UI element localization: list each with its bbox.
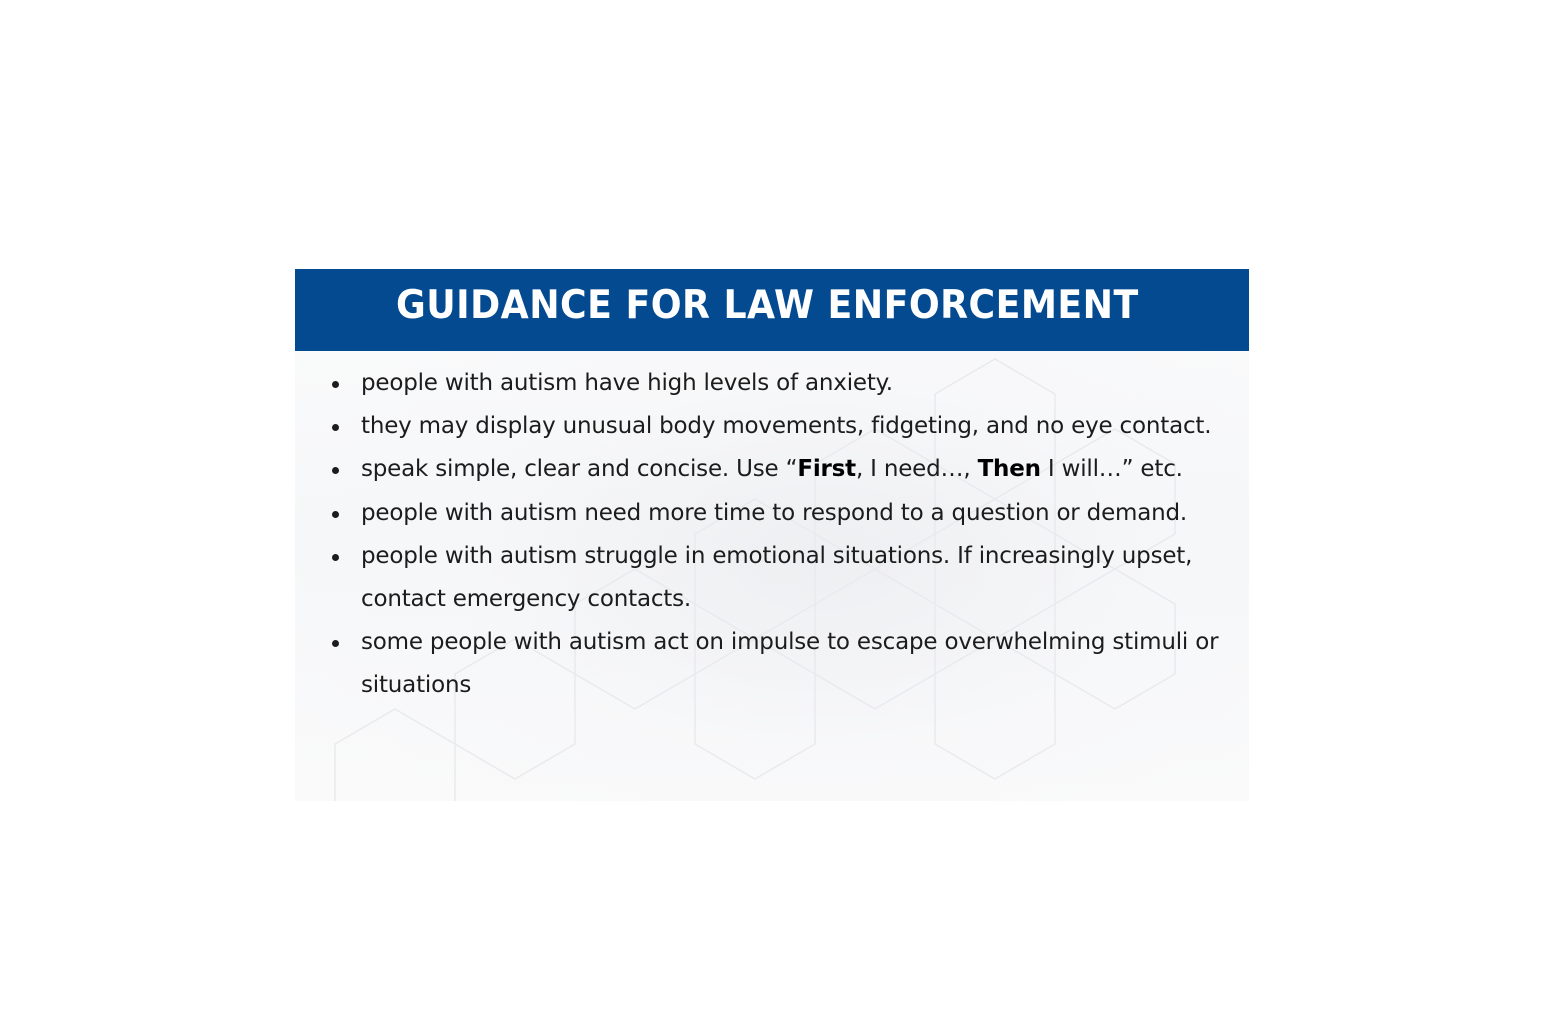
list-item-text: some people with autism act on impulse to escape overwhelming stimuli or situations — [361, 629, 1219, 699]
emphasis-first: First — [797, 456, 856, 483]
list-item — [295, 492, 1221, 535]
list-item-text-part: speak simple, clear and concise. Use “ — [361, 456, 798, 483]
list-item-text: they may display unusual body movements, fidgeting, and no eye contact. — [361, 413, 1212, 440]
title-banner — [295, 269, 1249, 351]
guidance-list — [295, 362, 1249, 708]
emphasis-then: Then — [977, 456, 1041, 483]
list-item-text: people with autism struggle in emotional situations. If increasingly upset, contact emergency contacts. — [361, 542, 1193, 613]
page-title: GUIDANCE FOR LAW ENFORCEMENT — [396, 283, 1139, 328]
list-item — [295, 405, 1221, 448]
list-item — [295, 362, 1221, 405]
list-item-text-part: I will…” etc. — [1040, 456, 1183, 483]
list-item-text-part: , I need…, — [855, 456, 978, 483]
list-item — [295, 535, 1221, 621]
list-item — [295, 621, 1221, 707]
list-item — [295, 448, 1221, 491]
list-item-text: people with autism need more time to respond to a question or demand. — [361, 499, 1188, 526]
guidance-card — [295, 269, 1249, 801]
list-item-text: people with autism have high levels of anxiety. — [361, 370, 893, 396]
